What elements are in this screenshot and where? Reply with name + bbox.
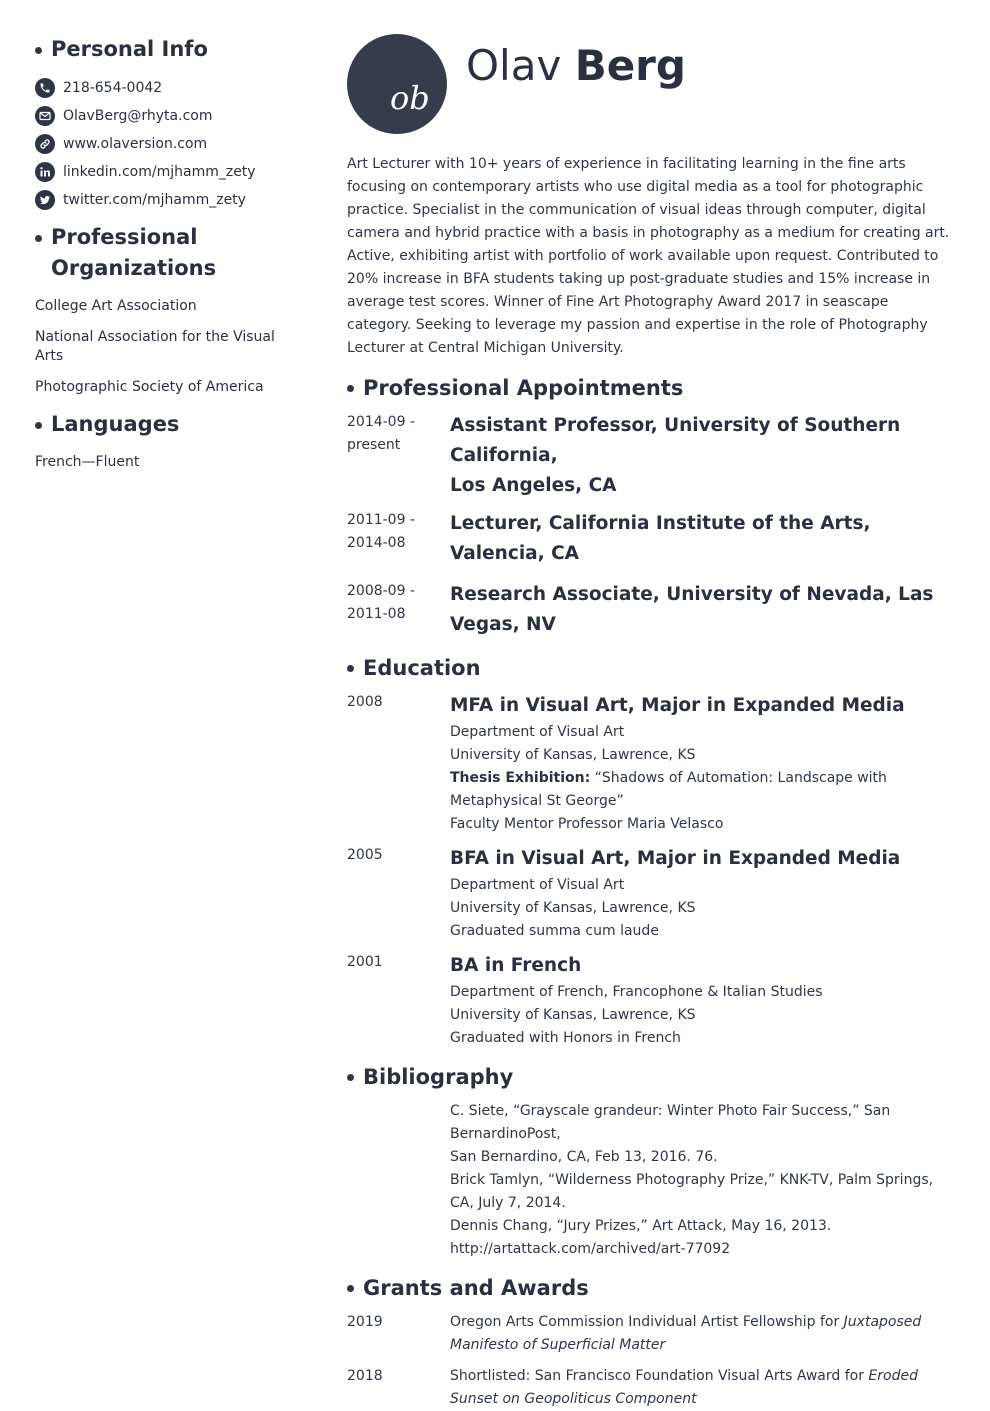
resume-header xyxy=(347,34,957,134)
twitter-icon xyxy=(35,190,55,210)
bibliography-entry: C. Siete, “Grayscale grandeur: Winter Photo Fair Success,” San BernardinoPost, San Bernardino, CA, Feb 13, 2016. 76. Brick Tamlyn, “Wilderness Photography Prize,” KNK-TV, Palm Springs, CA, July 7, 2014. Dennis Chang, “Jury Prizes,” Art Attack, May 16, 2013. http://artattack.com/archived/art-77092 xyxy=(450,1103,934,1257)
entry-title: Assistant Professor, University of Southern California, xyxy=(450,415,901,466)
organizations-heading: Professional Organizations xyxy=(35,222,307,284)
entry-date: 2019 xyxy=(347,1314,383,1330)
bullet-icon xyxy=(35,47,42,54)
education-entry: 2008 MFA in Visual Art, Major in Expanded Media Department of Visual Art University of Kansas, Lawrence, KS Thesis Exhibition: “Shadows of Automation: Landscape with Metaphysical St George” Faculty Mentor Professor Maria Velasco xyxy=(347,691,957,836)
entry-title: Research Associate, University of Nevada, Las Vegas, NV xyxy=(450,584,934,635)
grants-heading: Grants and Awards xyxy=(347,1274,957,1302)
appointment-entry xyxy=(347,580,957,640)
personal-info-heading: Personal Info xyxy=(35,34,307,65)
contact-twitter: twitter.com/mjhamm_zety xyxy=(35,186,307,214)
contact-phone: 218-654-0042 xyxy=(35,74,307,102)
entry-title: Lecturer, California Institute of the Arts, Valencia, CA xyxy=(450,513,871,564)
entry-title: Los Angeles, CA xyxy=(450,475,617,496)
bibliography-heading: Bibliography xyxy=(347,1063,957,1091)
education-entry: 2001 BA in French Department of French, Francophone & Italian Studies University of Kansas, Lawrence, KS Graduated with Honors in French xyxy=(347,951,957,1050)
grant-entry: 2018 Shortlisted: San Francisco Foundation Visual Arts Award for Eroded Sunset on Geopoliticus Component xyxy=(347,1365,957,1411)
contact-linkedin: linkedin.com/mjhamm_zety xyxy=(35,158,307,186)
avatar xyxy=(347,34,447,134)
avatar-initials: ob xyxy=(390,79,430,117)
education-entry: 2005 BFA in Visual Art, Major in Expanded Media Department of Visual Art University of Kansas, Lawrence, KS Graduated summa cum laude xyxy=(347,844,957,943)
languages-list xyxy=(35,453,307,472)
bullet-icon xyxy=(35,422,42,429)
sidebar xyxy=(35,34,307,484)
bullet-icon xyxy=(347,665,354,672)
appointments-heading: Professional Appointments xyxy=(347,374,957,402)
contact-website: www.olaversion.com xyxy=(35,130,307,158)
bullet-icon xyxy=(35,235,42,242)
contact-email: OlavBerg@rhyta.com xyxy=(35,102,307,130)
list-item: National Association for the Visual Arts xyxy=(35,329,275,364)
contact-list xyxy=(35,74,307,214)
linkedin-icon xyxy=(35,162,55,182)
page-title: Olav Berg xyxy=(466,41,686,90)
entry-title: BA in French xyxy=(450,955,582,976)
list-item: College Art Association xyxy=(35,298,197,314)
education-heading: Education xyxy=(347,654,957,682)
entry-date: 2008-09 - 2011-08 xyxy=(347,583,415,622)
entry-date: 2018 xyxy=(347,1368,383,1384)
email-icon xyxy=(35,106,55,126)
link-icon xyxy=(35,134,55,154)
entry-date: 2008 xyxy=(347,694,383,710)
entry-title: BFA in Visual Art, Major in Expanded Media xyxy=(450,848,901,869)
grant-entry: 2019 Oregon Arts Commission Individual Artist Fellowship for Juxtaposed Manifesto of Superficial Matter xyxy=(347,1311,957,1357)
main-content xyxy=(347,34,957,1411)
languages-heading: Languages xyxy=(35,409,307,440)
entry-date: 2014-09 - present xyxy=(347,414,415,453)
appointment-entry xyxy=(347,411,957,501)
organizations-list xyxy=(35,297,307,397)
bullet-icon xyxy=(347,1074,354,1081)
appointment-entry xyxy=(347,509,957,569)
bullet-icon xyxy=(347,385,354,392)
entry-date: 2005 xyxy=(347,847,383,863)
list-item: French—Fluent xyxy=(35,454,140,470)
bullet-icon xyxy=(347,1285,354,1292)
entry-title: MFA in Visual Art, Major in Expanded Media xyxy=(450,695,905,716)
entry-date: 2001 xyxy=(347,954,383,970)
summary-paragraph: Art Lecturer with 10+ years of experience in facilitating learning in the fine arts focusing on contemporary artists who use digital media as a tool for photographic practice. Specialist in the communication of visual ideas through computer, digital camera and hybrid practice with a basis in photography as a medium for creating art. Active, exhibiting artist with portfolio of work available upon request. Contributed to 20% increase in BFA students taking up post-graduate studies and 15% increase in average test scores. Winner of Fine Art Photography Award 2017 in seascape category. Seeking to leverage my passion and expertise in the role of Photography Lecturer at Central Michigan University. xyxy=(347,156,950,356)
list-item: Photographic Society of America xyxy=(35,379,264,395)
entry-date: 2011-09 - 2014-08 xyxy=(347,512,415,551)
phone-icon xyxy=(35,78,55,98)
